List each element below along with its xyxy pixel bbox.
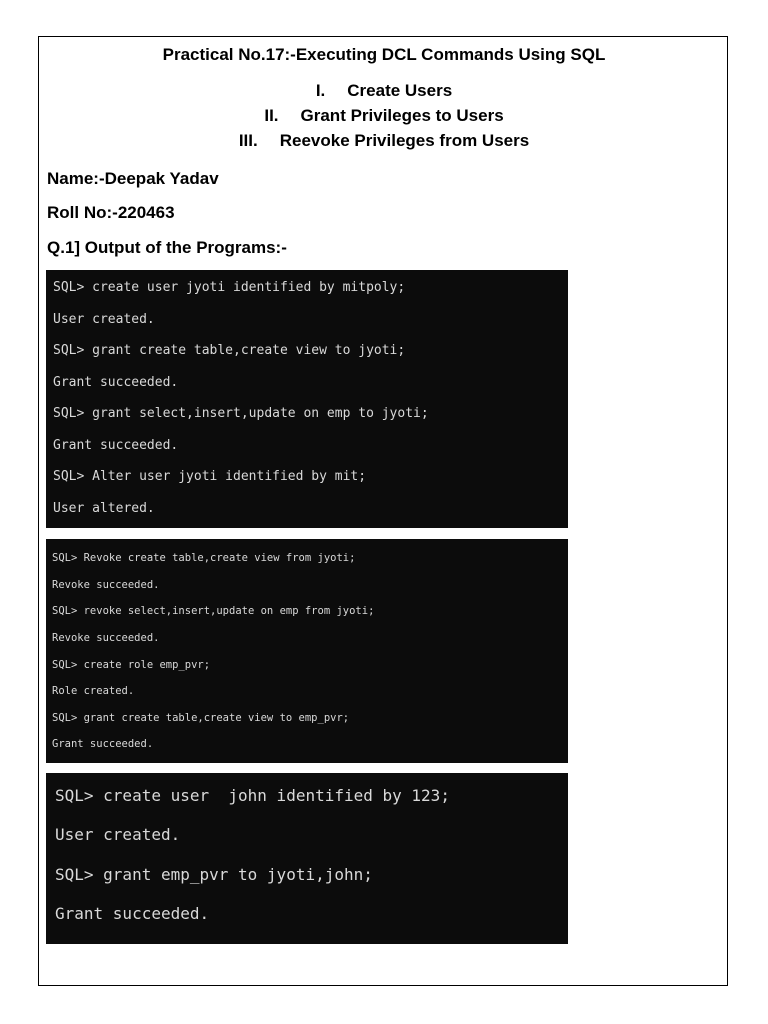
terminal-screenshot-revoke-role (46, 539, 568, 763)
page-title: Practical No.17:-Executing DCL Commands Using SQL (162, 45, 606, 64)
terminal-line: User altered. (53, 501, 155, 516)
terminal-line: SQL> create user jyoti identified by mitpoly; (53, 280, 406, 295)
terminal-screenshot-user-role-grant (46, 773, 568, 944)
toc-number: III. (238, 131, 258, 150)
terminal-line: SQL> create role emp_pvr; (52, 659, 211, 671)
terminal-line: SQL> grant emp_pvr to jyoti,john; (55, 865, 373, 884)
terminal-line: Revoke succeeded. (52, 579, 160, 591)
toc-number: II. (264, 106, 279, 125)
toc-label: Reevoke Privileges from Users (279, 131, 530, 150)
toc-label: Grant Privileges to Users (300, 106, 504, 125)
terminal-line: SQL> Alter user jyoti identified by mit; (53, 469, 367, 484)
roll-number: Roll No:-220463 (47, 203, 175, 222)
terminal-line: SQL> revoke select,insert,update on emp from jyoti; (52, 605, 375, 617)
terminal-line: Grant succeeded. (55, 904, 210, 923)
question-heading: Q.1] Output of the Programs:- (47, 238, 287, 257)
terminal-line: SQL> grant create table,create view to jyoti; (53, 343, 406, 358)
toc-number: I. (315, 81, 326, 100)
terminal-line: Grant succeeded. (53, 438, 179, 453)
terminal-line: SQL> grant create table,create view to emp_pvr; (52, 712, 350, 724)
terminal-line: SQL> grant select,insert,update on emp to jyoti; (53, 406, 429, 421)
terminal-line: Revoke succeeded. (52, 632, 160, 644)
toc-item-create-users (0, 81, 768, 101)
terminal-line: User created. (55, 825, 181, 844)
terminal-screenshot-create-grant (46, 270, 568, 528)
terminal-line: User created. (53, 312, 155, 327)
terminal-line: SQL> create user john identified by 123; (55, 786, 450, 805)
terminal-line: Grant succeeded. (53, 375, 179, 390)
terminal-line: Grant succeeded. (52, 738, 154, 750)
terminal-line: SQL> Revoke create table,create view from jyoti; (52, 552, 356, 564)
terminal-line: Role created. (52, 685, 135, 697)
toc-item-revoke-privileges (0, 131, 768, 151)
student-name: Name:-Deepak Yadav (47, 169, 219, 188)
toc-label: Create Users (347, 81, 453, 100)
toc-item-grant-privileges (0, 106, 768, 126)
